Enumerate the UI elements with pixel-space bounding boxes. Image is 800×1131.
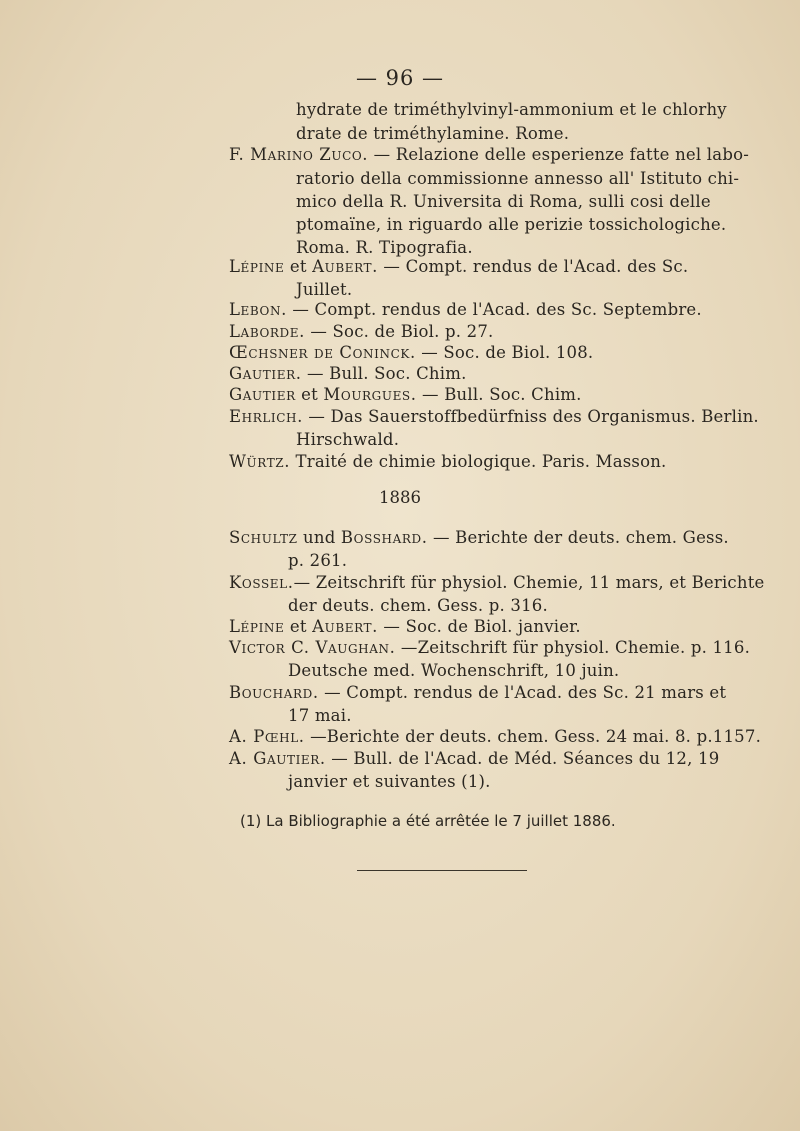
author-name: Gautier xyxy=(229,385,296,404)
entry-line: F. Marino Zuco. — Relazione delle esperienze fatte nel labo- xyxy=(229,145,749,164)
entry-line: Lépine et Aubert. — Compt. rendus de l'Acad. des Sc. xyxy=(229,257,689,276)
entry-line: Roma. R. Tipografia. xyxy=(296,238,473,257)
entry-line: Würtz. Traité de chimie biologique. Paris. Masson. xyxy=(229,452,667,471)
entry-line: Bouchard. — Compt. rendus de l'Acad. des Sc. 21 mars et xyxy=(229,683,727,702)
author-name: Œchsner de Coninck. xyxy=(229,343,416,362)
author-name: Bouchard. xyxy=(229,683,319,702)
author-name: Lépine xyxy=(229,617,285,636)
author-name: Lebon. xyxy=(229,300,287,319)
author-name: Kossel. xyxy=(229,573,294,592)
author-name: Bosshard. xyxy=(340,528,428,547)
entry-line: Lebon. — Compt. rendus de l'Acad. des Sc. Septembre. xyxy=(229,300,702,319)
entry-line: Gautier. — Bull. Soc. Chim. xyxy=(229,364,467,383)
author-name: Laborde. xyxy=(229,322,305,341)
entry-line: Deutsche med. Wochenschrift, 10 juin. xyxy=(288,661,620,680)
entry-line: Juillet. xyxy=(296,280,353,299)
entry-line: ratorio della commissionne annesso all' Istituto chi- xyxy=(296,169,740,188)
entry-line: A. Pœhl. —Berichte der deuts. chem. Gess. 24 mai. 8. p.1157. xyxy=(229,727,762,746)
author-name: Victor C. Vaughan. xyxy=(229,638,396,657)
entry-line: Hirschwald. xyxy=(296,430,400,449)
entry-line: Lépine et Aubert. — Soc. de Biol. janvier. xyxy=(229,617,581,636)
entry-line: Ehrlich. — Das Sauerstoffbedürfniss des Organismus. Berlin. xyxy=(229,407,759,426)
author-name: A. Pœhl. xyxy=(229,727,305,746)
author-name: Schultz xyxy=(229,528,298,547)
author-name: Gautier. xyxy=(229,364,302,383)
entry-line: drate de triméthylamine. Rome. xyxy=(296,124,570,143)
entry-line: mico della R. Universita di Roma, sulli cosi delle xyxy=(296,192,711,211)
entry-line: janvier et suivantes (1). xyxy=(288,772,491,791)
entry-line: A. Gautier. — Bull. de l'Acad. de Méd. Séances du 12, 19 xyxy=(229,749,720,768)
entry-line: p. 261. xyxy=(288,551,348,570)
entry-line: ptomaïne, in riguardo alle perizie tossichologiche. xyxy=(296,215,727,234)
year-heading: 1886 xyxy=(379,488,421,507)
author-name: Würtz. xyxy=(229,452,291,471)
author-name: Aubert. xyxy=(312,257,378,276)
author-name: F. Marino Zuco. xyxy=(229,145,369,164)
entry-line: hydrate de triméthylvinyl-ammonium et le chlorhy xyxy=(296,100,727,119)
entry-line: Kossel.— Zeitschrift für physiol. Chemie, 11 mars, et Berichte xyxy=(229,573,765,592)
page-number: — 96 — xyxy=(355,66,445,90)
entry-line: Œchsner de Coninck. — Soc. de Biol. 108. xyxy=(229,343,594,362)
author-name: A. Gautier. xyxy=(229,749,326,768)
author-name: Aubert. xyxy=(312,617,378,636)
entry-line: der deuts. chem. Gess. p. 316. xyxy=(288,596,548,615)
entry-line: Schultz und Bosshard. — Berichte der deuts. chem. Gess. xyxy=(229,528,729,547)
entry-line: Gautier et Mourgues. — Bull. Soc. Chim. xyxy=(229,385,582,404)
footnote: (1) La Bibliographie a été arrêtée le 7 juillet 1886. xyxy=(240,812,616,830)
author-name: Lépine xyxy=(229,257,285,276)
entry-line: Victor C. Vaughan. —Zeitschrift für physiol. Chemie. p. 116. xyxy=(229,638,751,657)
author-name: Mourgues. xyxy=(323,385,417,404)
entry-line: 17 mai. xyxy=(288,706,352,725)
author-name: Ehrlich. xyxy=(229,407,303,426)
end-rule xyxy=(357,870,527,871)
entry-line: Laborde. — Soc. de Biol. p. 27. xyxy=(229,322,494,341)
